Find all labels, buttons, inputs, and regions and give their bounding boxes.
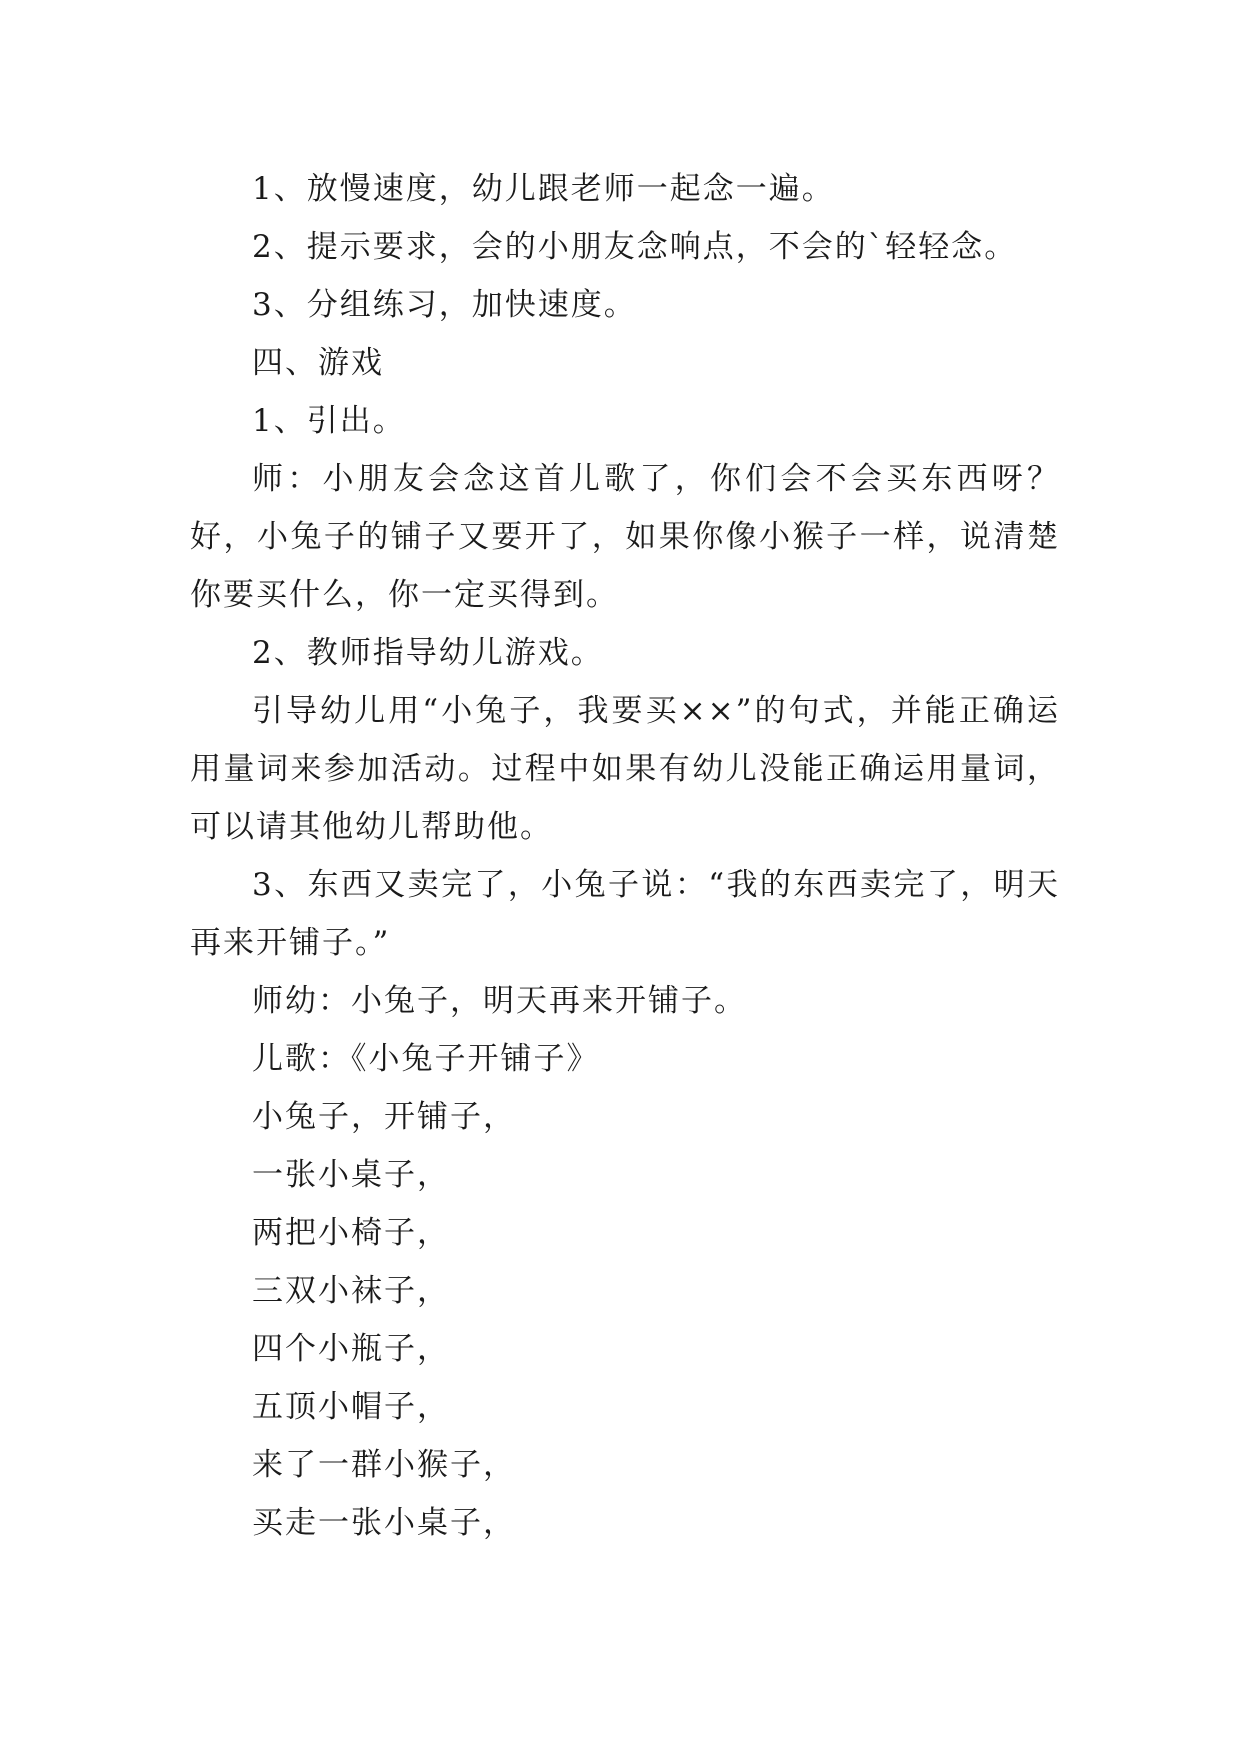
teacher-children-paragraph: 师幼：小兔子，明天再来开铺子。 [252,983,747,1019]
guidance-paragraph: 引导幼儿用“小兔子，我要买××”的句式，并能正确运用量词来参加活动。过程中如果有幼儿没能正确运用量词，可以请其他幼儿帮助他。 [190,693,1060,845]
game-step-3-paragraph: 3、东西又卖完了，小兔子说：“我的东西卖完了，明天再来开铺子。” [190,867,1060,961]
rhyme-line: 买走一张小桌子， [252,1505,516,1541]
rhyme-line: 一张小桌子， [252,1157,450,1193]
rhyme-line: 四个小瓶子， [252,1331,450,1367]
game-step-1-paragraph: 1、引出。 [252,403,406,439]
rhyme-line: 五顶小帽子， [252,1389,450,1425]
rhyme-line: 来了一群小猴子， [252,1447,516,1483]
rhyme-line: 小兔子，开铺子， [252,1099,516,1135]
teacher-dialogue-paragraph: 师：小朋友会念这首儿歌了，你们会不会买东西呀？好，小兔子的铺子又要开了，如果你像小猴子一样，说清楚你要买什么，你一定买得到。 [190,461,1060,613]
nursery-rhyme-title: 儿歌：《小兔子开铺子》 [252,1041,600,1077]
step-3-paragraph: 3、分组练习，加快速度。 [252,287,637,323]
step-1-paragraph: 1、放慢速度，幼儿跟老师一起念一遍。 [252,171,835,207]
document-page [190,160,1060,1552]
game-step-2-paragraph: 2、教师指导幼儿游戏。 [252,635,604,671]
step-2-paragraph: 2、提示要求，会的小朋友念响点，不会的`轻轻念。 [252,229,1018,265]
rhyme-line: 三双小袜子， [252,1273,450,1309]
section-heading-game: 四、游戏 [252,345,384,381]
rhyme-line: 两把小椅子， [252,1215,450,1251]
